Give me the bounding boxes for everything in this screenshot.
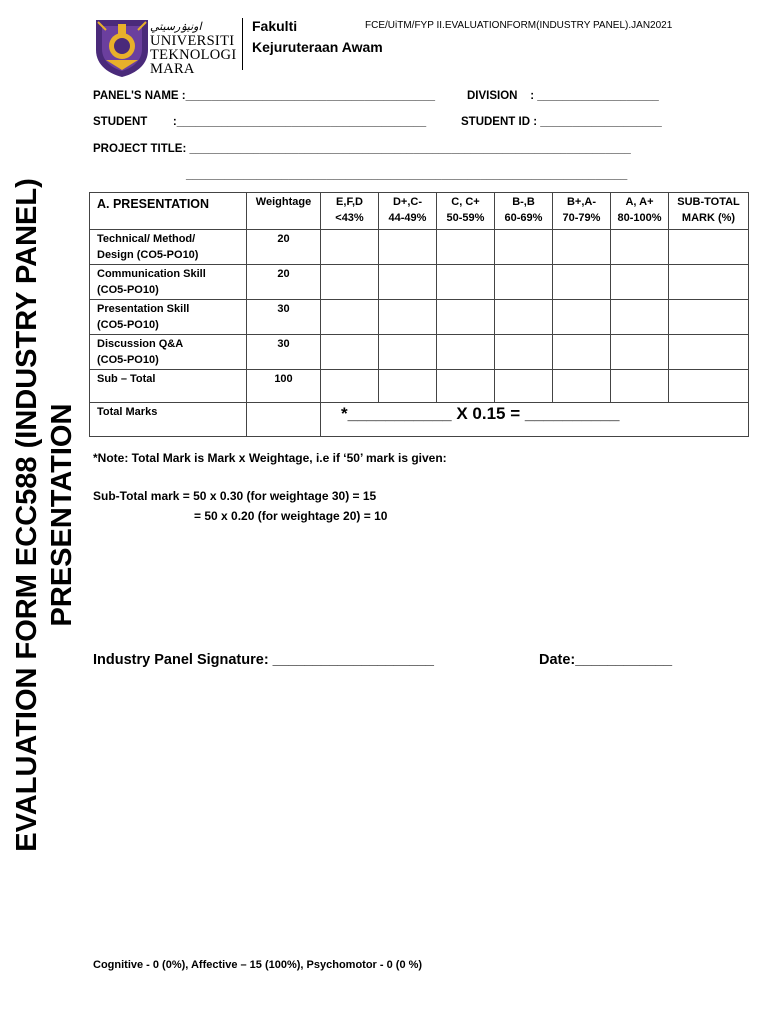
example-line1: Sub-Total mark = 50 x 0.30 (for weightage 30) = 15 [93, 489, 377, 503]
vertical-title-line2: PRESENTATION [46, 403, 78, 627]
vertical-form-title [10, 178, 80, 852]
division-field[interactable]: DIVISION : ___________________ [467, 90, 659, 102]
score-cell[interactable] [321, 265, 379, 300]
score-cell[interactable] [495, 265, 553, 300]
table-header-row [90, 193, 749, 230]
presentation-evaluation-table [89, 192, 749, 437]
score-cell[interactable] [437, 335, 495, 370]
grade-header: D+,C- 44-49% [379, 193, 437, 230]
score-cell[interactable] [495, 230, 553, 265]
score-cell[interactable] [553, 265, 611, 300]
total-row [90, 403, 749, 437]
score-cell[interactable] [379, 335, 437, 370]
vertical-title-line1: EVALUATION FORM ECC588 (INDUSTRY PANEL) [11, 178, 43, 852]
form-code: FCE/UiTM/FYP II.EVALUATIONFORM(INDUSTRY PANEL).JAN2021 [365, 20, 673, 31]
subtotal-row [90, 370, 749, 403]
criterion-cell: Communication Skill (CO5-PO10) [90, 265, 247, 300]
weight-cell: 30 [247, 300, 321, 335]
weight-cell: 20 [247, 265, 321, 300]
grade-header: B-,B 60-69% [495, 193, 553, 230]
score-cell[interactable] [495, 370, 553, 403]
weight-cell: 30 [247, 335, 321, 370]
university-name-line: MARA [150, 61, 195, 77]
university-name-line: UNIVERSITI [150, 33, 235, 49]
panel-signature-field[interactable]: Industry Panel Signature: ____________________ [93, 652, 434, 668]
score-cell[interactable] [437, 230, 495, 265]
grade-header: E,F,D <43% [321, 193, 379, 230]
project-title-continuation[interactable]: _____________________________________________________________________ [186, 169, 628, 181]
example-line2: = 50 x 0.20 (for weightage 20) = 10 [194, 509, 388, 523]
subtotal-cell[interactable] [669, 370, 749, 403]
date-field[interactable]: Date:____________ [539, 652, 673, 668]
total-label: Total Marks [90, 403, 247, 437]
header-divider [242, 18, 243, 70]
table-row [90, 300, 749, 335]
score-cell[interactable] [321, 300, 379, 335]
faculty-name [252, 16, 383, 58]
weight-cell: 20 [247, 230, 321, 265]
subtotal-cell[interactable] [669, 335, 749, 370]
score-cell[interactable] [437, 265, 495, 300]
criterion-cell: Technical/ Method/ Design (CO5-PO10) [90, 230, 247, 265]
score-cell[interactable] [495, 335, 553, 370]
subtotal-header: SUB-TOTAL MARK (%) [669, 193, 749, 230]
faculty-line1: Fakulti [252, 18, 298, 34]
student-id-field[interactable]: STUDENT ID : ___________________ [461, 116, 662, 128]
section-label: A. PRESENTATION [90, 193, 247, 230]
subtotal-cell[interactable] [669, 230, 749, 265]
weightage-note: *Note: Total Mark is Mark x Weightage, i.e if ‘50’ mark is given: [93, 451, 447, 465]
score-cell[interactable] [379, 265, 437, 300]
score-cell[interactable] [495, 300, 553, 335]
score-cell[interactable] [611, 335, 669, 370]
score-cell[interactable] [611, 300, 669, 335]
score-cell[interactable] [379, 300, 437, 335]
score-cell[interactable] [611, 265, 669, 300]
score-cell[interactable] [379, 370, 437, 403]
score-cell[interactable] [553, 230, 611, 265]
table-row [90, 335, 749, 370]
weight-cell: 100 [247, 370, 321, 403]
score-cell[interactable] [553, 335, 611, 370]
score-cell[interactable] [437, 300, 495, 335]
table-row [90, 265, 749, 300]
score-cell[interactable] [611, 230, 669, 265]
university-name-line: TEKNOLOGI [150, 47, 237, 63]
grade-header: A, A+ 80-100% [611, 193, 669, 230]
score-cell[interactable] [437, 370, 495, 403]
score-cell[interactable] [321, 335, 379, 370]
university-name [150, 20, 236, 76]
total-formula[interactable]: *___________ X 0.15 = __________ [321, 403, 749, 437]
student-field[interactable]: STUDENT :_______________________________________ [93, 116, 427, 128]
score-cell[interactable] [379, 230, 437, 265]
university-name-jawi: اونيۏرسيتي [150, 21, 202, 33]
table-row [90, 230, 749, 265]
subtotal-cell[interactable] [669, 300, 749, 335]
project-title-field[interactable]: PROJECT TITLE: _____________________________________________________________________ [93, 143, 631, 155]
score-cell[interactable] [321, 230, 379, 265]
criterion-cell: Discussion Q&A (CO5-PO10) [90, 335, 247, 370]
grade-header: C, C+ 50-59% [437, 193, 495, 230]
score-cell[interactable] [321, 370, 379, 403]
score-cell[interactable] [553, 300, 611, 335]
weightage-header: Weightage [247, 193, 321, 230]
domain-summary: Cognitive - 0 (0%), Affective – 15 (100%), Psychomotor - 0 (0 %) [93, 959, 423, 971]
uitm-logo [92, 16, 152, 78]
score-cell[interactable] [611, 370, 669, 403]
total-weight-cell [247, 403, 321, 437]
panel-name-field[interactable]: PANEL'S NAME :_______________________________________ [93, 90, 436, 102]
faculty-line2: Kejuruteraan Awam [252, 39, 383, 55]
subtotal-cell[interactable] [669, 265, 749, 300]
grade-header: B+,A- 70-79% [553, 193, 611, 230]
criterion-cell: Presentation Skill (CO5-PO10) [90, 300, 247, 335]
criterion-cell: Sub – Total [90, 370, 247, 403]
score-cell[interactable] [553, 370, 611, 403]
